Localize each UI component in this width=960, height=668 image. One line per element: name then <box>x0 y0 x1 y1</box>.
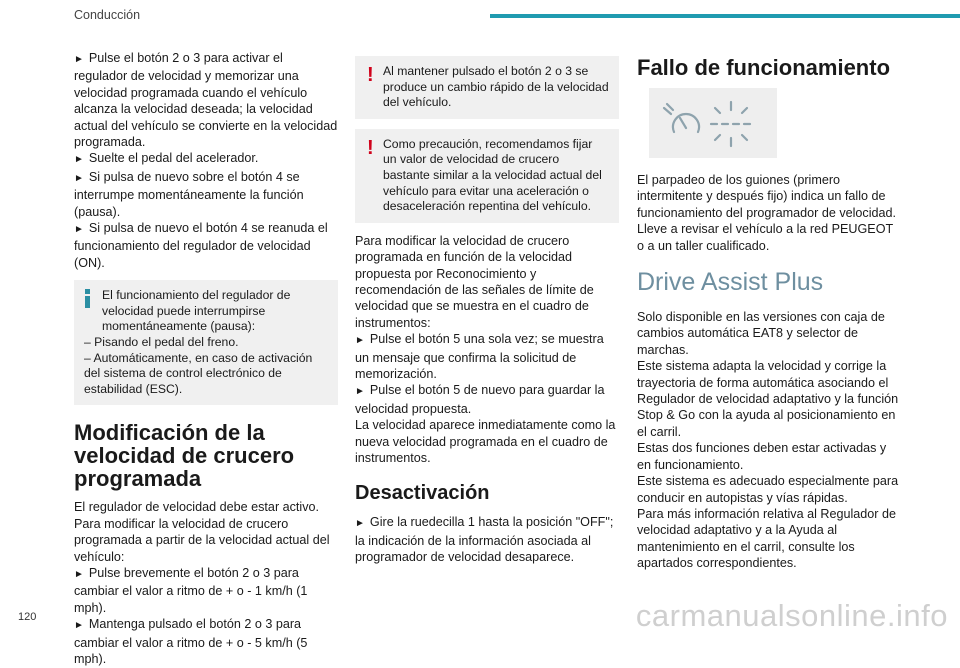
paragraph-new-speed: La velocidad aparece inmediatamente como la nueva velocidad programada en el cuadro de instrumentos. <box>355 418 616 466</box>
paragraph-more-info: Para más información relativa al Regulador de velocidad adaptativo y a la Ayuda al mantenimiento en el carril, consulte los apartados correspondientes. <box>637 506 897 571</box>
warning-icon: ! <box>367 64 374 86</box>
paragraph-modify-recognition: Para modificar la velocidad de crucero programada en función de la velocidad propuesta por Reconocimiento y recomendación de las señales de límite de velocidad que se muestra en el cuadro de instrumentos: <box>355 233 594 330</box>
paragraph-blinking-dashes: El parpadeo de los guiones (primero intermitente y después fijo) indica un fallo de funcionamiento del programador de velocidad. <box>637 173 897 220</box>
info-text-3: – Automáticamente, en caso de activación del sistema de control electrónico de estabilidad (ESC). <box>84 350 313 396</box>
warning-icon: ! <box>367 136 374 159</box>
paragraph-press-5-once: ► Pulse el botón 5 una sola vez; se muestra un mensaje que confirma la solicitud de memorización. <box>355 331 619 382</box>
paragraph-pause: ► Si pulsa de nuevo sobre el botón 4 se interrumpe momentáneamente la función (pausa). <box>74 169 338 220</box>
info-text-2: – Pisando el pedal del freno. <box>84 335 239 350</box>
heading-modify-speed: Modificación de la velocidad de crucero programada <box>74 420 295 492</box>
paragraph-suitable-roads: Este sistema es adecuado especialmente para conducir en autopistas y vías rápidas. <box>637 474 899 505</box>
paragraph-have-checked: Lleve a revisar el vehículo a la red PEUGEOT o a un taller cualificado. <box>637 222 893 253</box>
paragraph-press-5-again: ► Pulse el botón 5 de nuevo para guardar la velocidad propuesta. <box>355 382 619 417</box>
header-accent-bar <box>490 14 960 18</box>
warning-box-rapid-change <box>355 56 619 119</box>
paragraph-resume: ► Si pulsa de nuevo el botón 4 se reanuda el funcionamiento del regulador de velocidad (ON). <box>74 220 338 271</box>
paragraph-functions-active: Estas dos funciones deben estar activadas y en funcionamiento. <box>637 441 887 472</box>
column-1 <box>74 50 338 668</box>
heading-malfunction: Fallo de funcionamiento <box>637 55 891 80</box>
paragraph-activate: ► Pulse el botón 2 o 3 para activar el regulador de velocidad y memorizar una velocidad programada cuando el vehículo alcanza la velocidad deseada; la velocidad actual del vehículo se convierte en la velocidad programada. <box>74 50 338 150</box>
heading-drive-assist-plus: Drive Assist Plus <box>637 268 824 297</box>
info-box-pause <box>74 280 338 405</box>
watermark: carmanualsonline.info <box>635 598 948 633</box>
info-text-1: El funcionamiento del regulador de velocidad puede interrumpirse momentáneamente (pausa): <box>102 288 291 334</box>
paragraph-system-description: Este sistema adapta la velocidad y corrige la trayectoria de forma automática asociando el Regulador de velocidad adaptativo y la función Stop & Go con la ayuda al posicionamiento en el carril. <box>637 359 899 439</box>
info-icon <box>85 289 90 309</box>
paragraph-hold-press: ► Mantenga pulsado el botón 2 o 3 para cambiar el valor a ritmo de + o - 5 km/h (5 mph). <box>74 616 338 667</box>
warning-text-1: Al mantener pulsado el botón 2 o 3 se produce un cambio rápido de la velocidad del vehículo. <box>383 64 609 110</box>
paragraph-must-be-active: El regulador de velocidad debe estar activo. <box>74 500 320 515</box>
column-2 <box>355 50 619 566</box>
warning-text-2: Como precaución, recomendamos fijar un valor de velocidad de crucero bastante similar a la velocidad actual del vehículo para evitar una aceleración o desaceleración repentina del vehículo. <box>383 136 602 214</box>
heading-deactivation: Desactivación <box>355 482 490 505</box>
page-section-title: Conducción <box>74 8 141 22</box>
speedometer-dashes-icon <box>649 88 777 158</box>
paragraph-modify-intro: Para modificar la velocidad de crucero programada a partir de la velocidad actual del vehículo: <box>74 516 330 564</box>
page-number: 120 <box>18 611 37 623</box>
column-3 <box>637 50 903 572</box>
paragraph-availability: Solo disponible en las versiones con caja de cambios automática EAT8 y selector de marchas. <box>637 310 885 357</box>
warning-box-precaution <box>355 129 619 223</box>
paragraph-release-pedal: ► Suelte el pedal del acelerador. <box>74 150 338 168</box>
paragraph-brief-press: ► Pulse brevemente el botón 2 o 3 para cambiar el valor a ritmo de + o - 1 km/h (1 mph). <box>74 565 338 616</box>
paragraph-turn-off: ► Gire la ruedecilla 1 hasta la posición "OFF"; la indicación de la información asociada al programador de velocidad desaparece. <box>355 514 619 565</box>
